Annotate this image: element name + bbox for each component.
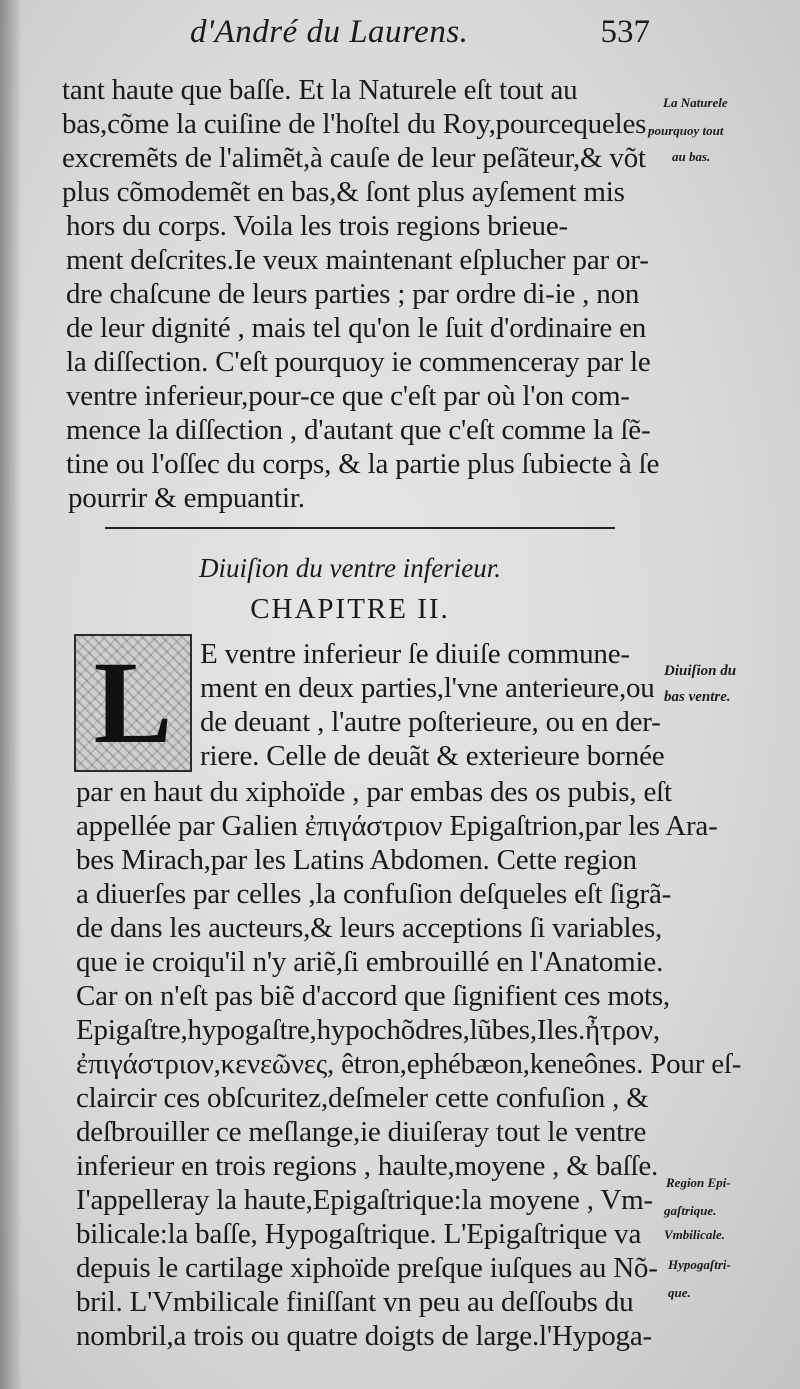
section-title: Diuiſion du ventre inferieur.	[199, 553, 501, 583]
text-line: tant haute que baſſe. Et la Naturele eſt tout au	[62, 74, 578, 106]
text-line: excremẽts de l'alimẽt,à cauſe de leur peſãteur,& võt	[62, 142, 646, 174]
margin-note-line: bas ventre.	[664, 689, 731, 705]
drop-cap-letter: L	[93, 637, 173, 768]
margin-note-line: gaſtrique.	[664, 1203, 717, 1218]
page-number: 537	[600, 14, 650, 50]
text-line: dre chaſcune de leurs parties ; par ordre di-ie , non	[66, 278, 640, 310]
margin-note-line: que.	[668, 1285, 691, 1300]
chapter-title: CHAPITRE II.	[250, 593, 450, 625]
text-line: bas,cõme la cuiſine de l'hoſtel du Roy,pourcequeles	[62, 108, 647, 140]
text-line: de dans les aucteurs,& leurs acceptions ſi variables,	[76, 912, 663, 944]
text-line: plus cõmodemẽt en bas,& ſont plus ayſement mis	[62, 176, 625, 208]
text-line: inferieur en trois regions , haulte,moyene , & baſſe.	[76, 1150, 659, 1182]
margin-note-line: Region Epi-	[666, 1175, 731, 1190]
text-line: pourrir & empuantir.	[68, 482, 305, 514]
margin-note-line: Hypogaſtri-	[668, 1257, 731, 1272]
text-line: E ventre inferieur ſe diuiſe commune-	[200, 638, 630, 670]
decorated-initial	[74, 634, 192, 772]
text-line: ventre inferieur,pour-ce que c'eſt par où l'on com-	[66, 380, 630, 412]
text-line: claircir ces obſcuritez,deſmeler cette confuſion , &	[76, 1082, 649, 1114]
margin-note-line: pourquoy tout	[648, 123, 724, 138]
text-line: nombril,a trois ou quatre doigts de large.l'Hypoga-	[76, 1320, 652, 1352]
running-head: d'André du Laurens.	[190, 14, 469, 50]
text-line: ment deſcrites.Ie veux maintenant eſplucher par or-	[66, 244, 649, 276]
text-line: Car on n'eſt pas biẽ d'accord que ſignifient ces mots,	[76, 980, 670, 1012]
text-line: la diſſection. C'eſt pourquoy ie commenceray par le	[66, 346, 651, 378]
text-line: par en haut du xiphoïde , par embas des os pubis, eſt	[76, 776, 672, 808]
margin-note-line: au bas.	[672, 149, 711, 164]
margin-note-line: La Naturele	[663, 95, 728, 110]
margin-note-line: Vmbilicale.	[664, 1227, 726, 1242]
text-line: deſbrouiller ce meſlange,ie diuiſeray tout le ventre	[76, 1116, 647, 1148]
text-line: riere. Celle de deuãt & exterieure bornée	[200, 740, 665, 772]
text-line: bes Mirach,par les Latins Abdomen. Cette region	[76, 844, 637, 876]
text-line: ἐπιγάστριον,κενεῶνες, êtron,ephébæon,keneônes. Pour eſ-	[76, 1048, 742, 1080]
text-line: de deuant , l'autre poſterieure, ou en der-	[200, 706, 661, 738]
text-line: ment en deux parties,l'vne anterieure,ou	[200, 672, 655, 704]
text-line: depuis le cartilage xiphoïde preſque iuſques au Nõ-	[76, 1252, 658, 1284]
text-line: appellée par Galien ἐπιγάστριον Epigaſtrion,par les Ara-	[76, 810, 718, 842]
section-divider	[105, 527, 615, 529]
text-line: tine ou l'oſſec du corps, & la partie plus ſubiecte à ſe	[66, 448, 660, 480]
text-line: mence la diſſection , d'autant que c'eſt comme la ſẽ-	[66, 414, 651, 446]
text-line: hors du corps. Voila les trois regions brieue-	[66, 210, 568, 242]
text-line: de leur dignité , mais tel qu'on le ſuit d'ordinaire en	[66, 312, 647, 344]
margin-note-line: Diuiſion du	[664, 663, 737, 679]
text-line: I'appelleray la haute,Epigaſtrique:la moyene , Vm-	[76, 1184, 653, 1216]
text-line: bilicale:la baſſe, Hypogaſtrique. L'Epigaſtrique va	[76, 1218, 642, 1250]
text-line: que ie croiqu'il n'y ariẽ,ſi embrouillé en l'Anatomie.	[76, 946, 664, 978]
text-line: bril. L'Vmbilicale finiſſant vn peu au deſſoubs du	[76, 1286, 634, 1318]
text-line: Epigaſtre,hypogaſtre,hypochõdres,lũbes,Iles.ἦτρον,	[76, 1014, 660, 1046]
page-header	[190, 14, 650, 58]
text-line: a diuerſes par celles ,la confuſion deſqueles eſt ſigrã-	[76, 878, 672, 910]
